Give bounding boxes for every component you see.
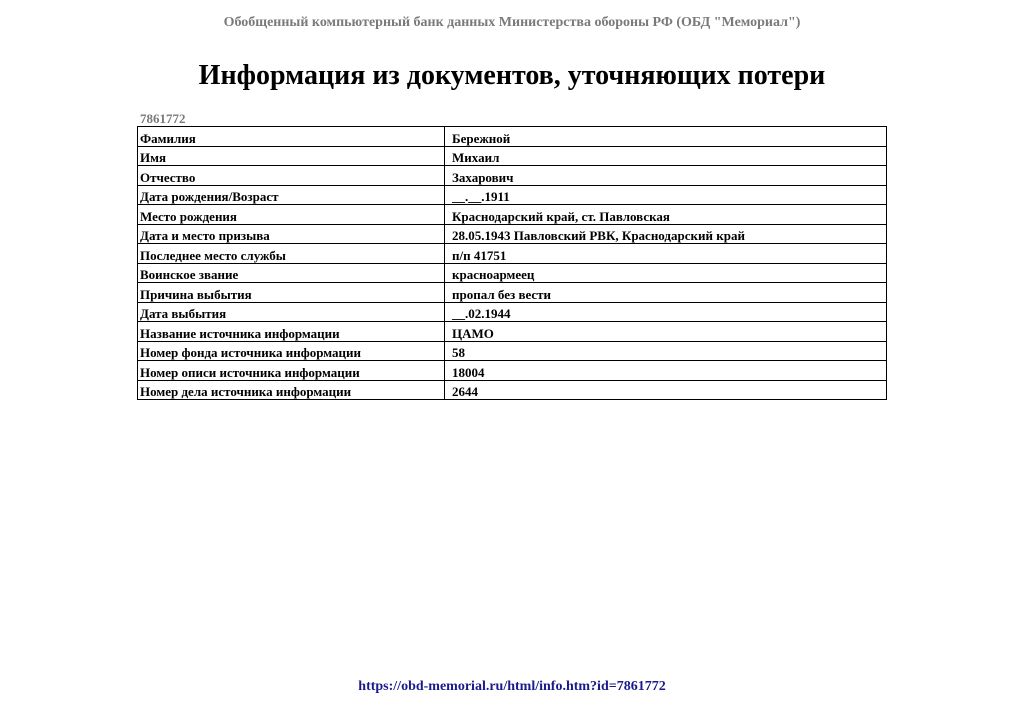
table-row-departure-reason — [138, 283, 887, 303]
footer — [0, 679, 1024, 695]
row-value: красноармеец — [445, 263, 887, 283]
row-value: 2644 — [445, 380, 887, 400]
row-value: 28.05.1943 Павловский РВК, Краснодарский край — [445, 224, 887, 244]
row-label: Дата и место призыва — [138, 224, 445, 244]
table-row-conscription — [138, 224, 887, 244]
table-row-departure-date — [138, 302, 887, 322]
page-title: Информация из документов, уточняющих потери — [198, 60, 826, 91]
source-url-link[interactable]: https://obd-memorial.ru/html/info.htm?id=7861772 — [358, 679, 666, 694]
row-value: Михаил — [445, 146, 887, 166]
row-value: Бережной — [445, 127, 887, 147]
row-label: Имя — [138, 146, 445, 166]
table-row-surname — [138, 127, 887, 147]
row-label: Название источника информации — [138, 322, 445, 342]
row-label: Отчество — [138, 166, 445, 186]
row-value: п/п 41751 — [445, 244, 887, 264]
row-label: Номер описи источника информации — [138, 361, 445, 381]
row-label: Номер фонда источника информации — [138, 341, 445, 361]
row-value: __.__.1911 — [445, 185, 887, 205]
record-id: 7861772 — [140, 111, 186, 126]
table-row-birth-date — [138, 185, 887, 205]
site-header: Обобщенный компьютерный банк данных Министерства обороны РФ (ОБД "Мемориал") — [223, 15, 801, 30]
table-row-rank — [138, 263, 887, 283]
row-value: __.02.1944 — [445, 302, 887, 322]
row-label: Воинское звание — [138, 263, 445, 283]
table-row-last-service — [138, 244, 887, 264]
table-row-inventory-number — [138, 361, 887, 381]
row-value: 58 — [445, 341, 887, 361]
table-row-fund-number — [138, 341, 887, 361]
table-row-source-name — [138, 322, 887, 342]
row-label: Последнее место службы — [138, 244, 445, 264]
row-label: Фамилия — [138, 127, 445, 147]
row-value: пропал без вести — [445, 283, 887, 303]
info-table — [137, 126, 887, 400]
row-value: 18004 — [445, 361, 887, 381]
row-label: Дата рождения/Возраст — [138, 185, 445, 205]
table-row-file-number — [138, 380, 887, 400]
table-row-patronymic — [138, 166, 887, 186]
row-label: Дата выбытия — [138, 302, 445, 322]
row-value: ЦАМО — [445, 322, 887, 342]
table-row-birth-place — [138, 205, 887, 225]
row-label: Место рождения — [138, 205, 445, 225]
row-value: Захарович — [445, 166, 887, 186]
row-label: Причина выбытия — [138, 283, 445, 303]
table-row-name — [138, 146, 887, 166]
row-value: Краснодарский край, ст. Павловская — [445, 205, 887, 225]
row-label: Номер дела источника информации — [138, 380, 445, 400]
